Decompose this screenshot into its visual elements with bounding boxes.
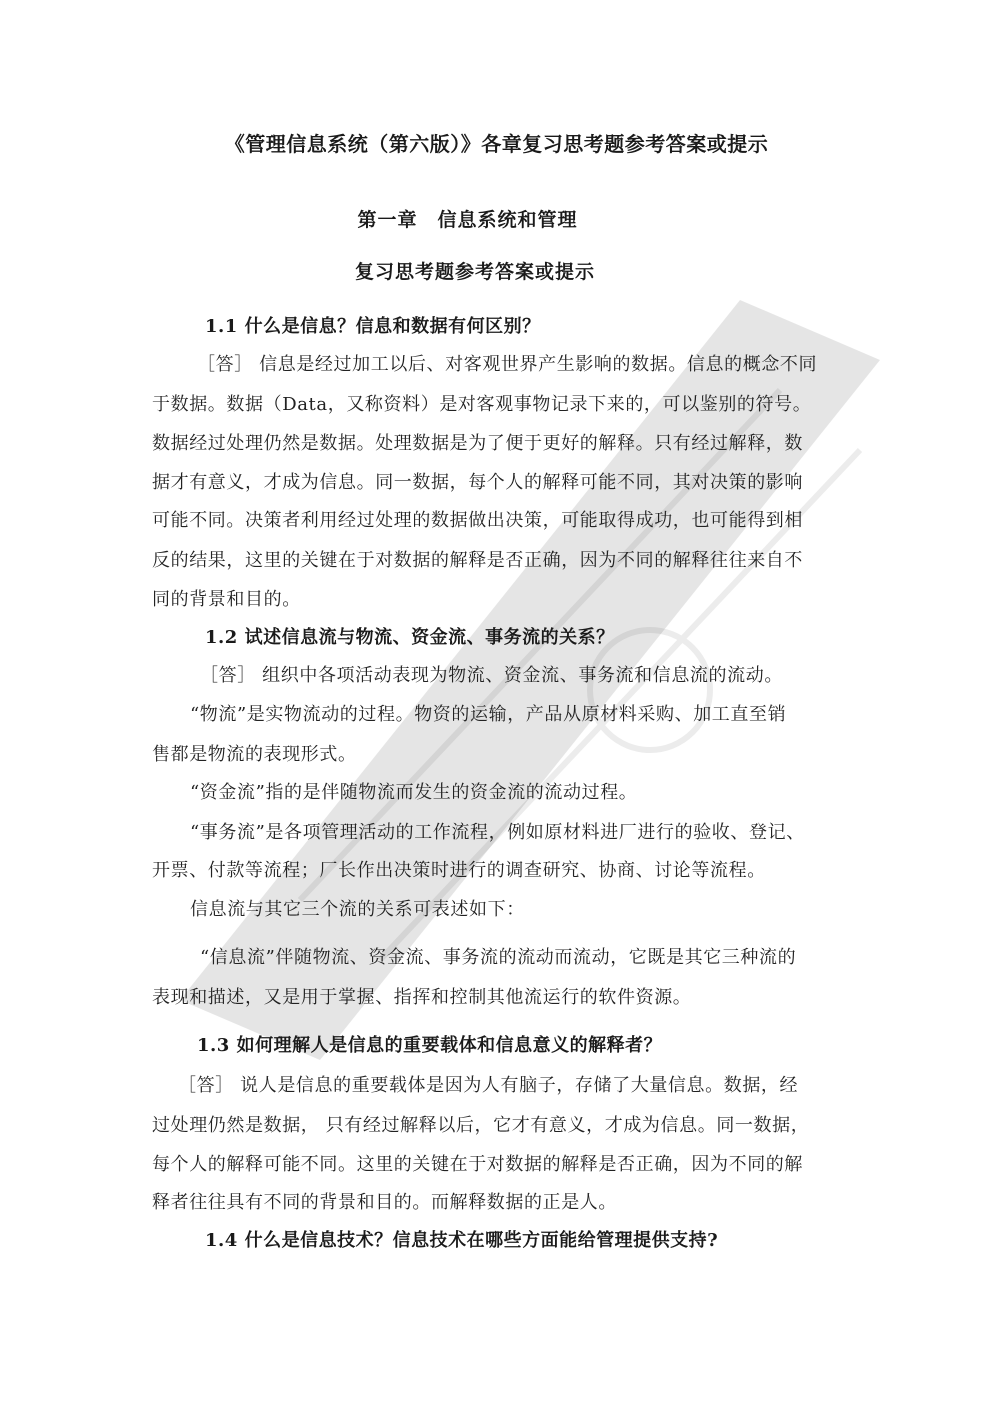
answer-line: “信息流”伴随物流、资金流、事务流的流动而流动，它既是其它三种流的 bbox=[200, 947, 797, 968]
answer-line: 数据经过处理仍然是数据。处理数据是为了便于更好的解释。只有经过解释，数 bbox=[152, 433, 803, 454]
question-heading: 1.1 什么是信息？信息和数据有何区别？ bbox=[205, 316, 541, 337]
section-subtitle: 复习思考题参考答案或提示 bbox=[354, 261, 595, 283]
answer-line: 每个人的解释可能不同。这里的关键在于对数据的解释是否正确，因为不同的解 bbox=[152, 1154, 803, 1175]
answer-line: “物流”是实物流动的过程。物资的运输，产品从原材料采购、加工直至销 bbox=[190, 704, 787, 725]
answer-line: 过处理仍然是数据， 只有经过解释以后，它才有意义，才成为信息。同一数据， bbox=[152, 1115, 810, 1136]
answer-line: 据才有意义，才成为信息。同一数据，每个人的解释可能不同，其对决策的影响 bbox=[152, 472, 803, 493]
answer-line: 售都是物流的表现形式。 bbox=[152, 744, 357, 765]
answer-line: 开票、付款等流程；厂长作出决策时进行的调查研究、协商、讨论等流程。 bbox=[152, 860, 766, 881]
answer-line: ［答］ 说人是信息的重要载体是因为人有脑子，存储了大量信息。数据，经 bbox=[178, 1075, 799, 1096]
answer-line: 信息流与其它三个流的关系可表述如下： bbox=[190, 899, 525, 920]
answer-line: 反的结果，这里的关键在于对数据的解释是否正确，因为不同的解释往往来自不 bbox=[152, 550, 803, 571]
answer-line: 同的背景和目的。 bbox=[152, 589, 301, 610]
question-heading: 1.3 如何理解人是信息的重要载体和信息意义的解释者？ bbox=[197, 1035, 663, 1056]
chapter-heading: 第一章 信息系统和管理 bbox=[357, 209, 578, 231]
answer-line: “事务流”是各项管理活动的工作流程，例如原材料进厂进行的验收、登记、 bbox=[190, 822, 805, 843]
answer-line: “资金流”指的是伴随物流而发生的资金流的流动过程。 bbox=[190, 782, 638, 803]
answer-line: ［答］ 信息是经过加工以后、对客观世界产生影响的数据。信息的概念不同 bbox=[197, 354, 818, 375]
answer-line: 释者往往具有不同的背景和目的。而解释数据的正是人。 bbox=[152, 1192, 617, 1213]
answer-line: 可能不同。决策者利用经过处理的数据做出决策，可能取得成功，也可能得到相 bbox=[152, 510, 803, 531]
question-heading: 1.4 什么是信息技术？信息技术在哪些方面能给管理提供支持? bbox=[205, 1230, 719, 1251]
question-heading: 1.2 试述信息流与物流、资金流、事务流的关系？ bbox=[205, 627, 615, 648]
document-title: 《管理信息系统（第六版）》各章复习思考题参考答案或提示 bbox=[224, 132, 769, 156]
answer-line: ［答］ 组织中各项活动表现为物流、资金流、事务流和信息流的流动。 bbox=[200, 665, 783, 686]
answer-line: 表现和描述，又是用于掌握、指挥和控制其他流运行的软件资源。 bbox=[152, 987, 692, 1008]
answer-line: 于数据。数据（Data，又称资料）是对客观事物记录下来的，可以鉴别的符号。 bbox=[152, 394, 812, 415]
